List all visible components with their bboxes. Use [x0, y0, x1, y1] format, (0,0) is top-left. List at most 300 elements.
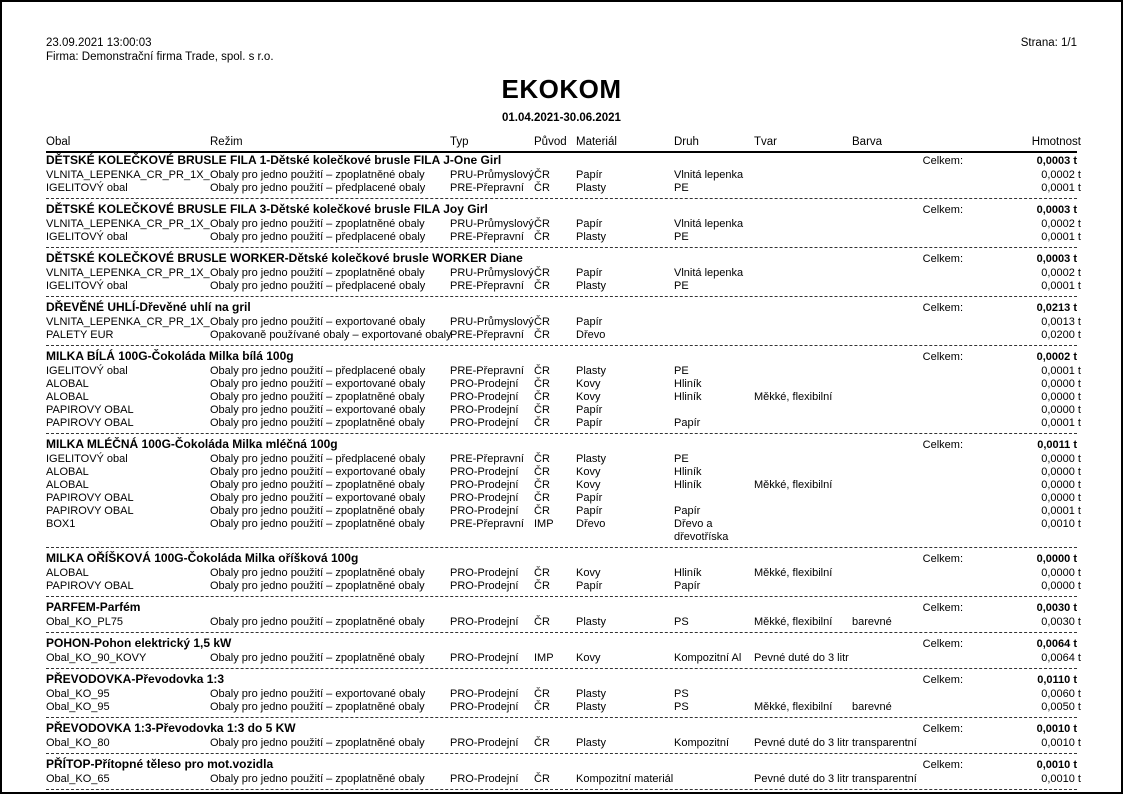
cell-tvar: Měkké, flexibilní — [754, 391, 833, 403]
group-header-row — [46, 349, 1077, 365]
cell-typ: PRE-Přepravní — [450, 231, 524, 243]
cell-obal: Obal_KO_95 — [46, 688, 110, 700]
cell-barva: barevné — [852, 616, 892, 628]
total-value: 0,0064 t — [1036, 638, 1077, 650]
cell-hmotnost: 0,0000 t — [1041, 580, 1081, 592]
total-value: 0,0003 t — [1036, 155, 1077, 167]
cell-material: Plasty — [576, 231, 606, 243]
cell-druh: PS — [674, 701, 689, 713]
cell-rezim: Obaly pro jedno použití – předplacené obaly — [210, 182, 426, 194]
cell-puvod: ČR — [534, 466, 550, 478]
cell-puvod: ČR — [534, 737, 550, 749]
cell-druh: PE — [674, 231, 689, 243]
table-row — [46, 231, 1081, 244]
group-header-row — [46, 636, 1077, 652]
cell-material: Kovy — [576, 479, 601, 491]
cell-druh: PE — [674, 280, 689, 292]
cell-puvod: ČR — [534, 580, 550, 592]
column-header-hmotnost: Hmotnost — [1031, 136, 1081, 148]
cell-typ: PRO-Prodejní — [450, 505, 519, 517]
table-row — [46, 267, 1081, 280]
product-group — [46, 600, 1081, 633]
cell-rezim: Obaly pro jedno použití – předplacené obaly — [210, 231, 426, 243]
cell-material: Plasty — [576, 365, 606, 377]
cell-puvod: ČR — [534, 267, 550, 279]
cell-obal: PAPIROVY OBAL — [46, 417, 134, 429]
cell-hmotnost: 0,0002 t — [1041, 267, 1081, 279]
cell-puvod: ČR — [534, 505, 550, 517]
cell-puvod: ČR — [534, 169, 550, 181]
table-row — [46, 329, 1081, 342]
cell-hmotnost: 0,0200 t — [1041, 329, 1081, 341]
table-row — [46, 505, 1081, 518]
cell-obal: BOX1 — [46, 518, 76, 530]
total-label: Celkem: — [922, 302, 963, 314]
cell-rezim: Obaly pro jedno použití – exportované obaly — [210, 688, 426, 700]
cell-rezim: Obaly pro jedno použití – zpoplatněné obaly — [210, 505, 425, 517]
cell-material: Papír — [576, 505, 603, 517]
cell-hmotnost: 0,0010 t — [1041, 737, 1081, 749]
product-group — [46, 349, 1081, 434]
total-value: 0,0002 t — [1036, 351, 1077, 363]
column-header-obal: Obal — [46, 136, 71, 148]
table-row — [46, 518, 1081, 544]
report-title: EKOKOM — [501, 74, 622, 104]
cell-obal: ALOBAL — [46, 466, 89, 478]
cell-obal: PAPIROVY OBAL — [46, 580, 134, 592]
cell-rezim: Obaly pro jedno použití – exportované obaly — [210, 316, 426, 328]
cell-hmotnost: 0,0060 t — [1041, 688, 1081, 700]
cell-puvod: ČR — [534, 616, 550, 628]
table-header-row — [46, 134, 1081, 153]
cell-rezim: Obaly pro jedno použití – zpoplatněné obaly — [210, 652, 425, 664]
cell-rezim: Obaly pro jedno použití – předplacené obaly — [210, 453, 426, 465]
cell-puvod: ČR — [534, 182, 550, 194]
product-group — [46, 636, 1081, 669]
cell-obal: IGELITOVÝ obal — [46, 453, 128, 465]
product-group — [46, 672, 1081, 718]
cell-druh: Kompozitní — [674, 737, 730, 749]
cell-hmotnost: 0,0001 t — [1041, 280, 1081, 292]
product-group — [46, 757, 1081, 790]
table-row — [46, 391, 1081, 404]
cell-typ: PRU-Průmyslový — [450, 316, 534, 328]
cell-druh: Hliník — [674, 466, 702, 478]
total-label: Celkem: — [922, 602, 963, 614]
cell-material: Plasty — [576, 737, 606, 749]
cell-rezim: Obaly pro jedno použití – exportované obaly — [210, 492, 426, 504]
column-header-barva: Barva — [852, 136, 883, 148]
cell-puvod: ČR — [534, 280, 550, 292]
cell-tvar: Pevné duté do 3 litr — [754, 652, 849, 664]
cell-material: Papír — [576, 316, 603, 328]
cell-tvar: Měkké, flexibilní — [754, 479, 833, 491]
cell-puvod: ČR — [534, 365, 550, 377]
group-header-row — [46, 300, 1077, 316]
cell-rezim: Obaly pro jedno použití – exportované obaly — [210, 378, 426, 390]
cell-obal: PAPIROVY OBAL — [46, 404, 134, 416]
cell-obal: PALETY EUR — [46, 329, 114, 341]
cell-obal: VLNITA_LEPENKA_CR_PR_1X_ — [46, 169, 210, 181]
cell-druh: PS — [674, 616, 689, 628]
cell-druh: PE — [674, 182, 689, 194]
cell-material: Papír — [576, 218, 603, 230]
cell-hmotnost: 0,0000 t — [1041, 567, 1081, 579]
table-row — [46, 218, 1081, 231]
cell-puvod: ČR — [534, 567, 550, 579]
table-row — [46, 365, 1081, 378]
cell-obal: Obal_KO_90_KOVY — [46, 652, 147, 664]
cell-hmotnost: 0,0001 t — [1041, 231, 1081, 243]
cell-puvod: ČR — [534, 479, 550, 491]
cell-barva: transparentní — [852, 773, 917, 785]
cell-typ: PRE-Přepravní — [450, 182, 524, 194]
cell-druh: Dřevo a dřevotříska — [674, 518, 729, 543]
cell-obal: ALOBAL — [46, 391, 89, 403]
total-label: Celkem: — [922, 253, 963, 265]
cell-typ: PRE-Přepravní — [450, 365, 524, 377]
group-title: PARFEM-Parfém — [46, 600, 141, 614]
table-row — [46, 280, 1081, 293]
cell-typ: PRO-Prodejní — [450, 580, 519, 592]
total-label: Celkem: — [922, 439, 963, 451]
total-value: 0,0011 t — [1037, 439, 1077, 451]
cell-rezim: Obaly pro jedno použití – zpoplatněné obaly — [210, 417, 425, 429]
cell-tvar: Měkké, flexibilní — [754, 701, 833, 713]
cell-material: Plasty — [576, 280, 606, 292]
cell-druh: PS — [674, 688, 689, 700]
cell-puvod: ČR — [534, 378, 550, 390]
total-label: Celkem: — [922, 638, 963, 650]
cell-obal: ALOBAL — [46, 567, 89, 579]
total-label: Celkem: — [922, 674, 963, 686]
cell-puvod: ČR — [534, 492, 550, 504]
group-header-row — [46, 672, 1077, 688]
product-group — [46, 153, 1081, 199]
cell-hmotnost: 0,0000 t — [1041, 453, 1081, 465]
cell-puvod: ČR — [534, 329, 550, 341]
cell-druh: Hliník — [674, 391, 702, 403]
total-label: Celkem: — [922, 759, 963, 771]
cell-hmotnost: 0,0000 t — [1041, 378, 1081, 390]
group-title: PŘÍTOP-Přítopné těleso pro mot.vozidla — [46, 757, 274, 771]
cell-typ: PRO-Prodejní — [450, 391, 519, 403]
cell-material: Plasty — [576, 616, 606, 628]
cell-typ: PRE-Přepravní — [450, 453, 524, 465]
cell-druh: Vlnitá lepenka — [674, 169, 744, 181]
company-name: Firma: Demonstrační firma Trade, spol. s r.o. — [46, 51, 274, 63]
cell-druh: Vlnitá lepenka — [674, 267, 744, 279]
group-title: MILKA OŘÍŠKOVÁ 100G-Čokoláda Milka oříšková 100g — [46, 551, 359, 565]
product-group — [46, 251, 1081, 297]
cell-hmotnost: 0,0000 t — [1041, 404, 1081, 416]
cell-obal: VLNITA_LEPENKA_CR_PR_1X_ — [46, 316, 210, 328]
cell-rezim: Obaly pro jedno použití – zpoplatněné obaly — [210, 616, 425, 628]
cell-material: Papír — [576, 404, 603, 416]
cell-rezim: Obaly pro jedno použití – předplacené obaly — [210, 365, 426, 377]
cell-puvod: ČR — [534, 316, 550, 328]
cell-druh: Papír — [674, 505, 701, 517]
cell-hmotnost: 0,0000 t — [1041, 492, 1081, 504]
cell-typ: PRO-Prodejní — [450, 652, 519, 664]
cell-material: Papír — [576, 580, 603, 592]
cell-puvod: ČR — [534, 417, 550, 429]
group-header-row — [46, 600, 1077, 616]
cell-typ: PRO-Prodejní — [450, 466, 519, 478]
cell-material: Plasty — [576, 701, 606, 713]
table-row — [46, 404, 1081, 417]
cell-druh: Vlnitá lepenka — [674, 218, 744, 230]
cell-rezim: Obaly pro jedno použití – zpoplatněné obaly — [210, 737, 425, 749]
table-row — [46, 316, 1081, 329]
cell-material: Kovy — [576, 466, 601, 478]
cell-rezim: Obaly pro jedno použití – zpoplatněné obaly — [210, 701, 425, 713]
cell-druh: Hliník — [674, 567, 702, 579]
product-group — [46, 721, 1081, 754]
cell-obal: Obal_KO_PL75 — [46, 616, 124, 628]
group-header-row — [46, 757, 1077, 773]
cell-rezim: Obaly pro jedno použití – zpoplatněné obaly — [210, 218, 425, 230]
cell-typ: PRO-Prodejní — [450, 701, 519, 713]
cell-typ: PRO-Prodejní — [450, 616, 519, 628]
cell-hmotnost: 0,0013 t — [1041, 316, 1081, 328]
cell-material: Plasty — [576, 182, 606, 194]
group-title: DŘEVĚNÉ UHLÍ-Dřevěné uhlí na gril — [46, 300, 251, 314]
cell-typ: PRO-Prodejní — [450, 417, 519, 429]
cell-hmotnost: 0,0000 t — [1041, 391, 1081, 403]
cell-rezim: Obaly pro jedno použití – zpoplatněné obaly — [210, 773, 425, 785]
cell-material: Kompozitní materiál — [576, 773, 674, 785]
cell-rezim: Obaly pro jedno použití – zpoplatněné obaly — [210, 169, 425, 181]
table-row — [46, 182, 1081, 195]
group-title: DĚTSKÉ KOLEČKOVÉ BRUSLE WORKER-Dětské kolečkové brusle WORKER Diane — [46, 251, 523, 265]
total-value: 0,0213 t — [1036, 302, 1077, 314]
cell-obal: Obal_KO_65 — [46, 773, 110, 785]
total-value: 0,0000 t — [1036, 553, 1077, 565]
total-label: Celkem: — [922, 155, 963, 167]
cell-druh: Kompozitní Al — [674, 652, 742, 664]
group-title: PŘEVODOVKA 1:3-Převodovka 1:3 do 5 KW — [46, 721, 296, 735]
cell-obal: PAPIROVY OBAL — [46, 505, 134, 517]
group-title: PŘEVODOVKA-Převodovka 1:3 — [46, 672, 225, 686]
column-header-tvar: Tvar — [754, 136, 777, 148]
cell-puvod: ČR — [534, 391, 550, 403]
table-row — [46, 479, 1081, 492]
total-label: Celkem: — [922, 351, 963, 363]
table-body — [46, 153, 1081, 790]
total-value: 0,0003 t — [1036, 204, 1077, 216]
cell-rezim: Obaly pro jedno použití – zpoplatněné obaly — [210, 391, 425, 403]
cell-typ: PRE-Přepravní — [450, 280, 524, 292]
column-header-puvod: Původ — [534, 136, 567, 148]
cell-druh: Hliník — [674, 378, 702, 390]
cell-tvar: Pevné duté do 3 litr — [754, 773, 849, 785]
cell-barva: barevné — [852, 701, 892, 713]
product-group — [46, 202, 1081, 248]
cell-typ: PRO-Prodejní — [450, 567, 519, 579]
cell-hmotnost: 0,0010 t — [1041, 518, 1081, 530]
cell-hmotnost: 0,0001 t — [1041, 505, 1081, 517]
cell-hmotnost: 0,0000 t — [1041, 479, 1081, 491]
total-value: 0,0110 t — [1037, 674, 1077, 686]
cell-hmotnost: 0,0002 t — [1041, 218, 1081, 230]
total-label: Celkem: — [922, 723, 963, 735]
cell-typ: PRO-Prodejní — [450, 737, 519, 749]
cell-rezim: Obaly pro jedno použití – zpoplatněné obaly — [210, 567, 425, 579]
total-label: Celkem: — [922, 204, 963, 216]
cell-druh: PE — [674, 453, 689, 465]
cell-material: Papír — [576, 169, 603, 181]
cell-druh: Papír — [674, 417, 701, 429]
cell-rezim: Opakovaně používané obaly – exportované obaly — [210, 329, 452, 341]
cell-obal: Obal_KO_80 — [46, 737, 110, 749]
cell-material: Kovy — [576, 391, 601, 403]
column-header-rezim: Režim — [210, 136, 243, 148]
product-group — [46, 300, 1081, 346]
product-group — [46, 437, 1081, 548]
group-title: MILKA MLÉČNÁ 100G-Čokoláda Milka mléčná 100g — [46, 437, 338, 451]
group-title: MILKA BÍLÁ 100G-Čokoláda Milka bílá 100g — [46, 349, 294, 363]
cell-obal: VLNITA_LEPENKA_CR_PR_1X_ — [46, 218, 210, 230]
cell-druh: Papír — [674, 580, 701, 592]
cell-typ: PRU-Průmyslový — [450, 267, 534, 279]
cell-puvod: ČR — [534, 773, 550, 785]
table-row — [46, 688, 1081, 701]
table-row — [46, 580, 1081, 593]
cell-material: Kovy — [576, 652, 601, 664]
cell-rezim: Obaly pro jedno použití – zpoplatněné obaly — [210, 479, 425, 491]
cell-hmotnost: 0,0001 t — [1041, 182, 1081, 194]
cell-material: Papír — [576, 417, 603, 429]
cell-rezim: Obaly pro jedno použití – exportované obaly — [210, 404, 426, 416]
column-header-typ: Typ — [450, 136, 469, 148]
cell-obal: IGELITOVÝ obal — [46, 365, 128, 377]
page-number: Strana: 1/1 — [1020, 37, 1077, 49]
table-row — [46, 417, 1081, 430]
cell-obal: IGELITOVÝ obal — [46, 182, 128, 194]
cell-puvod: IMP — [534, 652, 554, 664]
cell-typ: PRU-Průmyslový — [450, 169, 534, 181]
cell-puvod: IMP — [534, 518, 554, 530]
group-header-row — [46, 721, 1077, 737]
table-row — [46, 652, 1081, 665]
cell-rezim: Obaly pro jedno použití – exportované obaly — [210, 466, 426, 478]
product-group — [46, 551, 1081, 597]
table-row — [46, 169, 1081, 182]
total-value: 0,0010 t — [1036, 723, 1077, 735]
cell-typ: PRE-Přepravní — [450, 518, 524, 530]
cell-puvod: ČR — [534, 701, 550, 713]
table-row — [46, 466, 1081, 479]
group-title: POHON-Pohon elektrický 1,5 kW — [46, 636, 232, 650]
cell-hmotnost: 0,0002 t — [1041, 169, 1081, 181]
cell-rezim: Obaly pro jedno použití – zpoplatněné obaly — [210, 267, 425, 279]
group-title: DĚTSKÉ KOLEČKOVÉ BRUSLE FILA 3-Dětské kolečkové brusle FILA Joy Girl — [46, 202, 488, 216]
cell-puvod: ČR — [534, 218, 550, 230]
cell-hmotnost: 0,0001 t — [1041, 365, 1081, 377]
cell-puvod: ČR — [534, 231, 550, 243]
cell-barva: transparentní — [852, 737, 917, 749]
cell-hmotnost: 0,0030 t — [1041, 616, 1081, 628]
cell-material: Dřevo — [576, 518, 606, 530]
cell-material: Kovy — [576, 378, 601, 390]
cell-typ: PRO-Prodejní — [450, 479, 519, 491]
cell-puvod: ČR — [534, 688, 550, 700]
table-row — [46, 453, 1081, 466]
cell-typ: PRO-Prodejní — [450, 404, 519, 416]
cell-obal: Obal_KO_95 — [46, 701, 110, 713]
group-header-row — [46, 202, 1077, 218]
cell-hmotnost: 0,0001 t — [1041, 417, 1081, 429]
group-header-row — [46, 437, 1077, 453]
cell-hmotnost: 0,0050 t — [1041, 701, 1081, 713]
cell-obal: IGELITOVÝ obal — [46, 231, 128, 243]
cell-hmotnost: 0,0000 t — [1041, 466, 1081, 478]
table-row — [46, 567, 1081, 580]
table-row — [46, 616, 1081, 629]
cell-obal: PAPIROVY OBAL — [46, 492, 134, 504]
report-period: 01.04.2021-30.06.2021 — [502, 112, 621, 124]
cell-obal: ALOBAL — [46, 479, 89, 491]
cell-rezim: Obaly pro jedno použití – zpoplatněné obaly — [210, 580, 425, 592]
cell-material: Papír — [576, 267, 603, 279]
cell-typ: PRO-Prodejní — [450, 773, 519, 785]
cell-rezim: Obaly pro jedno použití – zpoplatněné obaly — [210, 518, 425, 530]
total-value: 0,0010 t — [1036, 759, 1077, 771]
cell-obal: ALOBAL — [46, 378, 89, 390]
cell-hmotnost: 0,0010 t — [1041, 773, 1081, 785]
cell-typ: PRE-Přepravní — [450, 329, 524, 341]
total-value: 0,0030 t — [1036, 602, 1077, 614]
table-row — [46, 378, 1081, 391]
group-header-row — [46, 251, 1077, 267]
cell-puvod: ČR — [534, 404, 550, 416]
table-row — [46, 701, 1081, 714]
cell-material: Plasty — [576, 688, 606, 700]
group-header-row — [46, 153, 1077, 169]
cell-druh: PE — [674, 365, 689, 377]
cell-obal: IGELITOVÝ obal — [46, 280, 128, 292]
cell-obal: VLNITA_LEPENKA_CR_PR_1X_ — [46, 267, 210, 279]
total-value: 0,0003 t — [1036, 253, 1077, 265]
cell-typ: PRO-Prodejní — [450, 492, 519, 504]
packaging-table — [46, 134, 1081, 790]
cell-tvar: Měkké, flexibilní — [754, 567, 833, 579]
cell-druh: Hliník — [674, 479, 702, 491]
cell-typ: PRO-Prodejní — [450, 378, 519, 390]
cell-typ: PRO-Prodejní — [450, 688, 519, 700]
cell-tvar: Pevné duté do 3 litr — [754, 737, 849, 749]
cell-hmotnost: 0,0064 t — [1041, 652, 1081, 664]
cell-tvar: Měkké, flexibilní — [754, 616, 833, 628]
total-label: Celkem: — [922, 553, 963, 565]
cell-material: Papír — [576, 492, 603, 504]
cell-material: Plasty — [576, 453, 606, 465]
column-header-material: Materiál — [576, 136, 617, 148]
cell-rezim: Obaly pro jedno použití – předplacené obaly — [210, 280, 426, 292]
table-row — [46, 492, 1081, 505]
table-row — [46, 737, 1081, 750]
cell-material: Dřevo — [576, 329, 606, 341]
group-title: DĚTSKÉ KOLEČKOVÉ BRUSLE FILA 1-Dětské kolečkové brusle FILA J-One Girl — [46, 153, 502, 167]
cell-typ: PRU-Průmyslový — [450, 218, 534, 230]
report-datetime: 23.09.2021 13:00:03 — [46, 37, 152, 49]
cell-material: Kovy — [576, 567, 601, 579]
column-header-druh: Druh — [674, 136, 699, 148]
group-header-row — [46, 551, 1077, 567]
cell-puvod: ČR — [534, 453, 550, 465]
table-row — [46, 773, 1081, 786]
